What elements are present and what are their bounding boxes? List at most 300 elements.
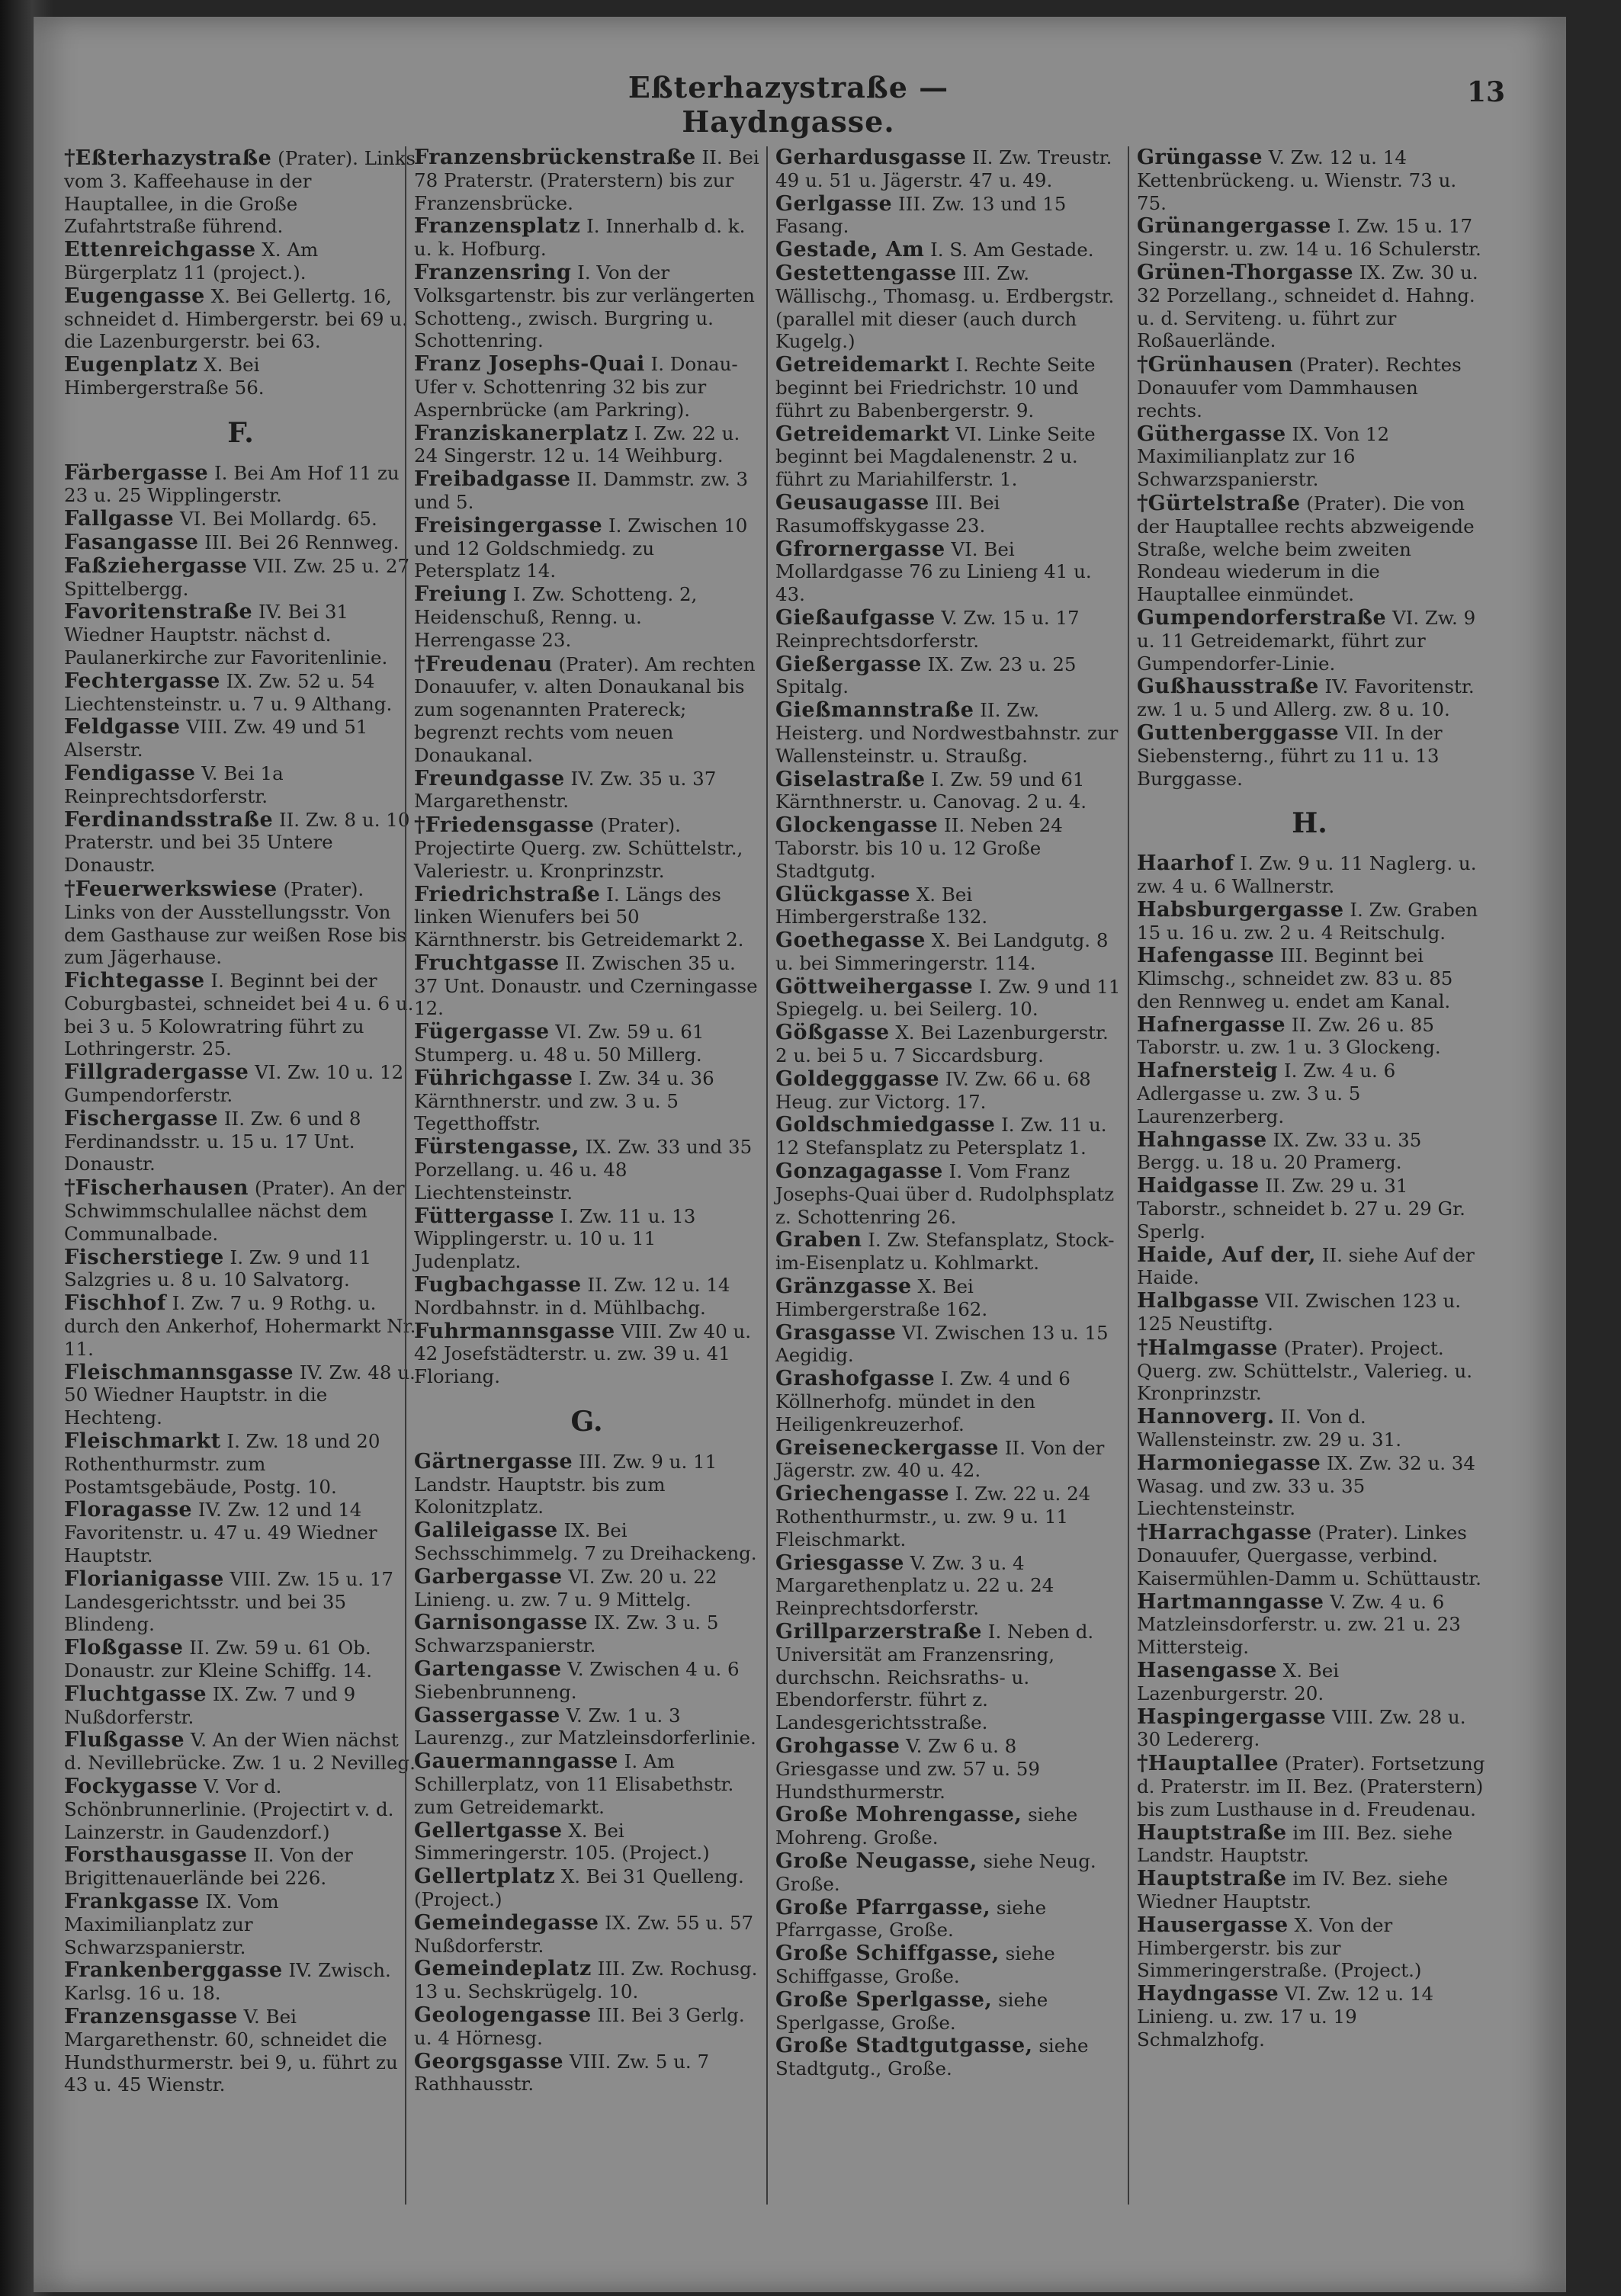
- street-description: IX. Von 12 Maximilianplatz zur 16 Schwarzspanierstr.: [1137, 422, 1390, 491]
- street-name: Habsburgergasse: [1137, 897, 1344, 922]
- street-entry: [405, 1274, 769, 1320]
- street-entry: [405, 1865, 769, 1911]
- street-description: IX. Zw. 33 u. 35 Bergg. u. 18 u. 20 Pramerg.: [1137, 1128, 1422, 1174]
- street-entry: [1128, 1659, 1491, 1705]
- street-description: VII. Zwischen 123 u. 125 Neustiftg.: [1137, 1290, 1462, 1336]
- street-entry: [1128, 1452, 1491, 1520]
- street-description: II. Zw. Treustr. 49 u. 51 u. Jägerstr. 47 u. 49.: [775, 146, 1112, 191]
- dagger-mark: †: [1137, 489, 1148, 515]
- street-name: Haide, Auf der,: [1137, 1243, 1316, 1267]
- street-name: Franzensplatz: [414, 214, 581, 239]
- street-name: Fügergasse: [414, 1020, 550, 1044]
- street-entry: [766, 976, 1130, 1021]
- street-description: VIII. Zw. 15 u. 17 Landesgerichtsstr. und bei 35 Blindeng.: [64, 1567, 394, 1636]
- street-name: Garbergasse: [414, 1564, 563, 1589]
- street-description: VIII. Zw 40 u. 42 Josefstädterstr. u. zw. 39 u. 41 Floriang.: [414, 1320, 752, 1388]
- street-name: Fugbachgasse: [414, 1273, 582, 1297]
- street-name: Freisingergasse: [414, 513, 603, 537]
- street-entry: [766, 1021, 1130, 1067]
- street-entry: [405, 1750, 769, 1818]
- street-entry: [1128, 722, 1491, 790]
- book-page: [34, 17, 1566, 2292]
- street-description: VI. Bei Mollardgasse 76 zu Linieng 41 u. 43.: [775, 537, 1092, 606]
- street-entry: [1128, 1014, 1491, 1060]
- street-description: II. Von der Brigittenauerlände bei 226.: [64, 1844, 353, 1890]
- street-description: I. Am Schillerplatz, von 11 Elisabethstr. zum Getreidemarkt.: [414, 1750, 734, 1818]
- column-1: [55, 146, 426, 2097]
- street-entry: [766, 1114, 1130, 1159]
- street-description: II. Zw. 26 u. 85 Taborstr. u. zw. 1 u. 3 Glockeng.: [1137, 1013, 1441, 1059]
- street-entry: [766, 1735, 1130, 1803]
- street-name: Eßterhazystraße: [75, 146, 272, 170]
- street-entry: [1128, 1129, 1491, 1175]
- street-name: Grohgasse: [775, 1733, 900, 1758]
- street-entry: [405, 1519, 769, 1565]
- street-description: III. Zw. 9 u. 11 Landstr. Hauptstr. bis zum Kolonitzplatz.: [414, 1450, 717, 1518]
- street-name: Floragasse: [64, 1498, 193, 1522]
- street-entry: [55, 1959, 426, 2005]
- street-name: Georgsgasse: [414, 2049, 564, 2073]
- street-description: II. Neben 24 Taborstr. bis 10 u. 12 Große Stadtgutg.: [775, 814, 1063, 882]
- street-name: Hafengasse: [1137, 944, 1275, 968]
- street-name: Große Neugasse,: [775, 1849, 977, 1873]
- street-entry: [1128, 489, 1491, 606]
- street-name: Goldegggasse: [775, 1066, 940, 1091]
- street-name: Hauptallee: [1148, 1752, 1279, 1776]
- dagger-mark: †: [64, 145, 75, 170]
- street-entry: [766, 492, 1130, 537]
- street-description: X. Bei Lazenburgerstr. 20.: [1137, 1659, 1340, 1704]
- street-description: (Prater). Rechtes Donauufer vom Dammhausen rechts.: [1137, 354, 1462, 422]
- street-entry: [1128, 607, 1491, 675]
- street-entry: [1128, 1406, 1491, 1451]
- street-name: Galileigasse: [414, 1518, 558, 1543]
- street-name: Gärtnergasse: [414, 1449, 573, 1473]
- street-description: (Prater). Am rechten Donauufer, v. alten Donaukanal bis zum sogenannten Pratereck; begrenzt rechts vom neuen Donaukanal.: [414, 653, 756, 766]
- street-entry: [766, 1897, 1130, 1942]
- street-name: Halbgasse: [1137, 1289, 1260, 1313]
- street-name: Franziskanerplatz: [414, 421, 629, 445]
- street-name: Ferdinandsstraße: [64, 807, 274, 832]
- street-description: II. Bei 78 Praterstr. (Praterstern) bis zur Franzensbrücke.: [414, 146, 759, 214]
- street-name: Feuerwerkswiese: [75, 877, 278, 901]
- street-entry: [766, 768, 1130, 814]
- street-entry: [405, 261, 769, 352]
- dagger-mark: †: [64, 875, 75, 901]
- street-entry: [55, 1637, 426, 1682]
- street-name: Große Pfarrgasse,: [775, 1895, 991, 1919]
- street-name: Grünangergasse: [1137, 214, 1331, 239]
- street-name: Franzensbrückenstraße: [414, 146, 696, 169]
- street-entry: [405, 1451, 769, 1518]
- street-name: Güthergasse: [1137, 422, 1286, 446]
- street-name: Floßgasse: [64, 1636, 184, 1660]
- street-entry: [55, 1061, 426, 1107]
- street-entry: [55, 1176, 426, 1245]
- street-name: Griechengasse: [775, 1482, 950, 1506]
- street-description: V. Bei Margarethenstr. 60, schneidet die Hundsthurmerstr. bei 9, u. führt zu 43 u. 45 Wienstr.: [64, 2005, 398, 2096]
- street-description: IV. Zw. 48 u. 50 Wiedner Hauptstr. in die Hechteng.: [64, 1361, 416, 1429]
- street-description: II. Von der Jägerstr. zw. 40 u. 42.: [775, 1436, 1105, 1482]
- street-description: IX. Vom Maximilianplatz zur Schwarzspanierstr.: [64, 1890, 279, 1958]
- street-description: VIII. Zw. 5 u. 7 Rathhausstr.: [414, 2050, 710, 2096]
- street-entry: [55, 1683, 426, 1729]
- street-entry: [55, 1292, 426, 1360]
- street-description: I. Neben d. Universität am Franzensring, durchschn. Reichsraths- u. Ebendorferstr. führt z. Landesgerichtsstraße.: [775, 1621, 1094, 1734]
- street-name: Geusaugasse: [775, 490, 929, 515]
- street-name: Führichgasse: [414, 1066, 573, 1090]
- street-description: IV. Zw. 35 u. 37 Margarethenstr.: [414, 767, 717, 813]
- street-entry: [766, 1850, 1130, 1896]
- street-description: (Prater). Die von der Hauptallee rechts abzweigende Straße, welche beim zweiten Rondeau wiederum in die Hauptallee einmündet.: [1137, 492, 1475, 606]
- street-entry: [1128, 261, 1491, 352]
- street-name: Gellertgasse: [414, 1818, 563, 1842]
- street-entry: [766, 1483, 1130, 1550]
- street-entry: [55, 1108, 426, 1175]
- street-description: I. Innerhalb d. k. u. k. Hofburg.: [414, 215, 746, 261]
- street-description: VI. Zw. 10 u. 12 Gumpendorferstr.: [64, 1061, 404, 1107]
- street-description: I. Zw. 22 u. 24 Rothenthurmstr., u. zw. 9 u. 11 Fleischmarkt.: [775, 1483, 1091, 1550]
- street-name: Florianigasse: [64, 1566, 224, 1591]
- street-entry: [405, 215, 769, 261]
- street-description: II. Von d. Wallensteinstr. zw. 29 u. 31.: [1137, 1406, 1401, 1451]
- street-entry: [55, 2006, 426, 2096]
- street-entry: [405, 1021, 769, 1066]
- street-name: Fischergasse: [64, 1106, 219, 1130]
- street-name: Göttweihergasse: [775, 974, 974, 999]
- street-entry: [55, 1361, 426, 1429]
- street-name: Grashofgasse: [775, 1367, 936, 1391]
- street-name: Fockygasse: [64, 1774, 198, 1798]
- street-entry: [405, 468, 769, 514]
- street-entry: [766, 1229, 1130, 1275]
- street-description: (Prater). Project. Querg. zw. Schüttelstr., Valerieg. u. Kronprinzstr.: [1137, 1336, 1473, 1405]
- street-name: Ettenreichgasse: [64, 238, 256, 262]
- street-entry: [55, 555, 426, 601]
- street-name: Gemeindeplatz: [414, 1957, 592, 1981]
- street-description: II. Zw. 12 u. 14 Nordbahnstr. in d. Mühlbachg.: [414, 1274, 730, 1319]
- street-entry: [1128, 215, 1491, 261]
- street-description: X. Bei Lazenburgerstr. 2 u. bei 5 u. 7 Siccardsburg.: [775, 1021, 1109, 1067]
- street-description: IV. Bei 31 Wiedner Hauptstr. nächst d. Paulanerkirche zur Favoritenlinie.: [64, 601, 388, 669]
- street-entry: [1128, 1591, 1491, 1659]
- dagger-mark: †: [1137, 1519, 1148, 1545]
- street-entry: [405, 768, 769, 813]
- street-name: Haidgasse: [1137, 1174, 1260, 1198]
- street-description: (Prater). An der Schwimmschulallee nächst dem Communalbade.: [64, 1177, 405, 1245]
- street-entry: [1128, 1822, 1491, 1868]
- street-name: Eugenplatz: [64, 353, 198, 377]
- street-name: Fallgasse: [64, 507, 175, 531]
- street-name: Grünhausen: [1148, 353, 1293, 377]
- street-description: siehe Sperlgasse, Große.: [775, 1988, 1048, 2034]
- street-description: (Prater). Linkes Donauufer, Quergasse, verbind. Kaisermühlen-Damm u. Schüttaustr.: [1137, 1522, 1481, 1589]
- street-entry: [405, 813, 769, 882]
- street-entry: [1128, 1752, 1491, 1820]
- street-entry: [55, 285, 426, 353]
- street-description: I. Bei Am Hof 11 zu 23 u. 25 Wipplingerstr.: [64, 461, 400, 507]
- street-name: Fichtegasse: [64, 969, 205, 993]
- street-entry: [1128, 1983, 1491, 2051]
- street-entry: [766, 814, 1130, 882]
- street-name: Fechtergasse: [64, 669, 220, 693]
- street-name: Gellertplatz: [414, 1865, 556, 1889]
- street-entry: [55, 1430, 426, 1498]
- street-name: Flußgasse: [64, 1728, 185, 1752]
- street-description: siehe Pfarrgasse, Große.: [775, 1896, 1047, 1942]
- street-description: II. Zw. Heisterg. und Nordwestbahnstr. zur Wallensteinstr. u. Straußg.: [775, 699, 1119, 767]
- street-entry: [1128, 1914, 1491, 1982]
- street-description: IX. Zw. 30 u. 32 Porzellang., schneidet d. Hahng. u. d. Serviteng. u. führt zur Roßauerlände.: [1137, 261, 1478, 352]
- street-description: III. Zw. Rochusg. 13 u. Sechskrügelg. 10.: [414, 1958, 758, 2003]
- street-entry: [1128, 852, 1491, 898]
- street-name: Gößgasse: [775, 1021, 890, 1045]
- street-name: Fruchtgasse: [414, 951, 560, 975]
- street-description: III. Bei Rasumoffskygasse 23.: [775, 491, 1000, 537]
- street-name: Franzensring: [414, 260, 572, 284]
- street-description: VI. Zw. 12 u. 14 Linieng. u. zw. 17 u. 19 Schmalzhofg.: [1137, 1983, 1434, 2051]
- street-name: Fendigasse: [64, 761, 196, 785]
- dagger-mark: †: [64, 1175, 75, 1201]
- street-description: X. Bei Landgutg. 8 u. bei Simmeringerstr. 114.: [775, 929, 1109, 974]
- street-description: I. Zw. 4 und 6 Köllnerhofg. mündet in den Heiligenkreuzerhof.: [775, 1368, 1071, 1435]
- street-description: (Prater). Links von der Ausstellungsstr. Von dem Gasthause zur weißen Rose bis zum Jägerhause.: [64, 877, 406, 969]
- street-name: Hasengasse: [1137, 1659, 1277, 1682]
- street-entry: [766, 1804, 1130, 1849]
- street-name: Franzensgasse: [64, 2004, 238, 2028]
- street-entry: [766, 193, 1130, 239]
- street-entry: [405, 1566, 769, 1611]
- street-name: Giselastraße: [775, 767, 926, 791]
- street-entry: [766, 2035, 1130, 2080]
- street-entry: [55, 508, 426, 531]
- street-name: Große Schiffgasse,: [775, 1942, 1000, 1966]
- street-name: Gießergasse: [775, 652, 922, 676]
- section-letter: G.: [570, 1406, 603, 1438]
- street-name: Fleischmannsgasse: [64, 1360, 294, 1384]
- street-description: X. Bei Simmeringerstr. 105. (Project.): [414, 1819, 710, 1865]
- street-description: III. Zw. 13 und 15 Fasang.: [775, 192, 1067, 238]
- street-name: Favoritenstraße: [64, 600, 253, 624]
- street-description: VI. Bei Mollardg. 65.: [174, 508, 377, 531]
- dagger-mark: †: [414, 812, 425, 838]
- street-name: Glückgasse: [775, 882, 911, 906]
- street-description: V. Zw. 1 u. 3 Laurenzg., zur Matzleinsdorferlinie.: [414, 1704, 756, 1749]
- street-name: Haspingergasse: [1137, 1704, 1327, 1729]
- street-description: I. Zw. Graben 15 u. 16 u. zw. 2 u. 4 Reitschulg.: [1137, 898, 1478, 944]
- street-entry: [766, 1621, 1130, 1734]
- street-description: III. Bei 26 Rennweg.: [198, 531, 400, 553]
- street-description: I. Zw. 11 u. 12 Stefansplatz zu Petersplatz 1.: [775, 1114, 1107, 1159]
- street-description: VII. In der Siebensterng., führt zu 11 u. 13 Burggasse.: [1137, 721, 1443, 790]
- street-entry: [1128, 146, 1491, 214]
- street-name: Eugengasse: [64, 284, 205, 308]
- street-entry: [405, 1820, 769, 1865]
- street-entry: [55, 877, 426, 969]
- street-entry: [55, 809, 426, 877]
- street-description: VIII. Zw. 28 u. 30 Ledererg.: [1137, 1705, 1466, 1751]
- street-description: I. Längs des linken Wienufers bei 50 Kärnthnerstr. bis Getreidemarkt 2.: [414, 883, 744, 951]
- street-name: Frankgasse: [64, 1889, 200, 1913]
- street-entry: [55, 239, 426, 284]
- column-3: [766, 146, 1130, 2081]
- street-entry: [55, 1729, 426, 1775]
- street-name: Gemeindegasse: [414, 1910, 599, 1935]
- street-name: Hahngasse: [1137, 1127, 1267, 1152]
- street-description: im III. Bez. siehe Landstr. Hauptstr.: [1137, 1821, 1453, 1867]
- street-entry: [55, 1246, 426, 1292]
- street-entry: [405, 1067, 769, 1135]
- street-description: X. Von der Himbergerstr. bis zur Simmeringerstraße. (Project.): [1137, 1913, 1422, 1982]
- street-description: I. Zw. 11 u. 13 Wipplingerstr. u. 10 u. 11 Judenplatz.: [414, 1204, 696, 1273]
- street-entry: [405, 1136, 769, 1204]
- street-entry: [405, 1611, 769, 1657]
- street-entry: [405, 1320, 769, 1388]
- street-name: Hannoverg.: [1137, 1405, 1275, 1429]
- street-description: IV. Zw. 12 und 14 Favoritenstr. u. 47 u. 49 Wiedner Hauptstr.: [64, 1499, 377, 1567]
- street-description: I. Zwischen 10 und 12 Goldschmiedg. zu Petersplatz 14.: [414, 514, 748, 582]
- street-name: Grillparzerstraße: [775, 1620, 982, 1643]
- street-description: I. S. Am Gestade.: [924, 239, 1094, 261]
- street-description: IX. Zw. 32 u. 34 Wasag. und zw. 33 u. 35 Liechtensteinstr.: [1137, 1451, 1475, 1520]
- street-description: IX. Zw. 23 u. 25 Spitalg.: [775, 653, 1077, 698]
- street-name: Guttenberggasse: [1137, 720, 1340, 745]
- street-name: Große Sperlgasse,: [775, 1987, 993, 2012]
- street-name: Hafnergasse: [1137, 1012, 1286, 1037]
- street-description: siehe Neug. Große.: [775, 1849, 1096, 1895]
- street-name: Glockengasse: [775, 813, 939, 838]
- street-name: Geologengasse: [414, 2003, 592, 2027]
- street-name: Forsthausgasse: [64, 1843, 248, 1868]
- street-entry: [55, 601, 426, 669]
- street-description: I. Zw. 9 und 11 Salzgries u. 8 u. 10 Salvatorg.: [64, 1246, 372, 1291]
- street-name: Franz Josephs-Quai: [414, 352, 645, 377]
- street-entry: [766, 1552, 1130, 1620]
- street-name: Fürstengasse,: [414, 1135, 579, 1159]
- street-name: Freibadgasse: [414, 467, 571, 492]
- street-name: Grüngasse: [1137, 146, 1263, 169]
- street-description: I. Zw. 18 und 20 Rothenthurmstr. zum Postamtsgebäude, Postg. 10.: [64, 1430, 380, 1498]
- street-entry: [405, 515, 769, 582]
- street-entry: [766, 239, 1130, 261]
- street-name: Hafnersteig: [1137, 1059, 1279, 1083]
- street-name: Getreidemarkt: [775, 353, 950, 377]
- street-entry: [55, 1775, 426, 1843]
- street-entry: [1128, 944, 1491, 1012]
- street-name: Fischhof: [64, 1291, 166, 1316]
- street-name: Gestade, Am: [775, 238, 925, 262]
- street-entry: [405, 1958, 769, 2003]
- street-entry: [55, 531, 426, 554]
- street-entry: [405, 883, 769, 951]
- street-name: Fluchtgasse: [64, 1682, 207, 1706]
- column-2: [405, 146, 769, 2096]
- street-name: Hausergasse: [1137, 1913, 1289, 1937]
- street-name: Fasangasse: [64, 530, 199, 554]
- street-entry: [405, 1205, 769, 1273]
- street-description: IX. Zw. 7 und 9 Nußdorferstr.: [64, 1682, 356, 1728]
- street-description: V. Vor d. Schönbrunnerlinie. (Projectirt v. d. Lainzerstr. in Gaudenzdorf.): [64, 1775, 394, 1843]
- street-entry: [405, 2051, 769, 2096]
- street-entry: [55, 354, 426, 399]
- street-description: I. Vom Franz Josephs-Quai über d. Rudolphsplatz z. Schottenring 26.: [775, 1160, 1115, 1228]
- street-entry: [1128, 1290, 1491, 1336]
- street-name: Freudenau: [425, 652, 553, 676]
- page-number: 13: [1467, 76, 1506, 108]
- street-entry: [1128, 675, 1491, 721]
- street-name: Färbergasse: [64, 460, 209, 485]
- street-description: VI. Zw. 9 u. 11 Getreidemarkt, führt zur Gumpendorfer-Linie.: [1137, 606, 1476, 675]
- street-description: I. Zw. Schotteng. 2, Heidenschuß, Renng. u. Herrengasse 23.: [414, 583, 698, 651]
- street-description: II. Zw. 59 u. 61 Ob. Donaustr. zur Kleine Schiffg. 14.: [64, 1637, 373, 1682]
- street-name: Frankenberggasse: [64, 1958, 283, 1983]
- street-entry: [766, 1942, 1130, 1988]
- street-entry: [405, 1658, 769, 1704]
- street-entry: [1128, 353, 1491, 422]
- dagger-mark: †: [414, 650, 425, 676]
- page-header: Eßterhazystraße — Haydngasse.: [628, 70, 949, 139]
- street-description: IX. Zw. 33 und 35 Porzellang. u. 46 u. 48 Liechtensteinstr.: [414, 1136, 753, 1204]
- street-entry: [55, 146, 426, 238]
- street-entry: [405, 146, 769, 214]
- street-name: Hauptstraße: [1137, 1867, 1287, 1891]
- street-description: (Prater). Fortsetzung d. Praterstr. im II. Bez. (Praterstern) bis zum Lusthause in d. Freudenau.: [1137, 1752, 1485, 1820]
- street-entry: [766, 1437, 1130, 1483]
- street-entry: [405, 650, 769, 767]
- street-description: siehe Schiffgasse, Große.: [775, 1942, 1055, 1987]
- column-4: [1128, 146, 1491, 2052]
- street-entry: [766, 1068, 1130, 1114]
- street-entry: [55, 462, 426, 508]
- street-name: Gränzgasse: [775, 1275, 912, 1299]
- street-name: Fischerstiege: [64, 1245, 224, 1269]
- street-description: V. Zw. 15 u. 17 Reinprechtsdorferstr.: [775, 606, 1080, 652]
- street-name: Goethegasse: [775, 928, 926, 953]
- street-name: Gürtelstraße: [1148, 491, 1301, 515]
- street-description: I. Beginnt bei der Coburgbastei, schneidet bei 4 u. 6 u. bei 3 u. 5 Kolowratring führt zu Lothringerstr. 25.: [64, 970, 414, 1060]
- street-description: IX. Zw. 55 u. 57 Nußdorferstr.: [414, 1911, 754, 1957]
- street-entry: [1128, 1336, 1491, 1405]
- street-name: Haydngasse: [1137, 1982, 1279, 2006]
- street-description: III. Beginnt bei Klimschg., schneidet zw. 83 u. 85 den Rennweg u. endet am Kanal.: [1137, 944, 1453, 1012]
- street-name: Gonzagagasse: [775, 1159, 943, 1184]
- street-description: I. Zw. 59 und 61 Kärnthnerstr. u. Canovag. 2 u. 4.: [775, 768, 1087, 813]
- street-name: Halmgasse: [1148, 1336, 1278, 1360]
- street-entry: [55, 670, 426, 716]
- street-name: Gerlgasse: [775, 191, 893, 216]
- street-name: Gestettengasse: [775, 261, 957, 285]
- street-description: III. Zw. Wällischg., Thomasg. u. Erdbergstr. (parallel mit dieser (auch durch Kugelg.): [775, 261, 1115, 353]
- street-entry: [55, 762, 426, 808]
- street-description: (Prater). Projectirte Querg. zw. Schüttelstr., Valeriestr. u. Kronprinzstr.: [414, 814, 743, 882]
- street-description: V. Zwischen 4 u. 6 Siebenbrunneng.: [414, 1658, 740, 1703]
- street-description: X. Bei 31 Quelleng. (Project.): [414, 1865, 744, 1910]
- street-name: Große Stadtgutgasse,: [775, 2034, 1033, 2058]
- street-entry: [55, 1890, 426, 1958]
- street-description: VI. Zw. 20 u. 22 Linieng. u. zw. 7 u. 9 Mittelg.: [414, 1565, 717, 1611]
- street-description: I. Zw. 7 u. 9 Rothg. u. durch den Ankerhof, Hohermarkt Nr. 11.: [64, 1292, 416, 1360]
- street-entry: [766, 538, 1130, 606]
- street-description: I. Zw. 9 und 11 Spiegelg. u. bei Seilerg. 10.: [775, 975, 1121, 1021]
- street-entry: [766, 1160, 1130, 1228]
- street-entry: [55, 1844, 426, 1890]
- street-description: VII. Zw. 25 u. 27 Spittelbergg.: [64, 554, 410, 600]
- street-name: Fillgradergasse: [64, 1060, 249, 1085]
- street-description: IX. Zw. 52 u. 54 Liechtensteinstr. u. 7 u. 9 Althang.: [64, 669, 393, 715]
- street-name: Gumpendorferstraße: [1137, 605, 1387, 630]
- street-name: Gfrornergasse: [775, 537, 945, 561]
- street-description: I. Zw. 34 u. 36 Kärnthnerstr. und zw. 3 u. 5 Tegetthoffstr.: [414, 1066, 714, 1135]
